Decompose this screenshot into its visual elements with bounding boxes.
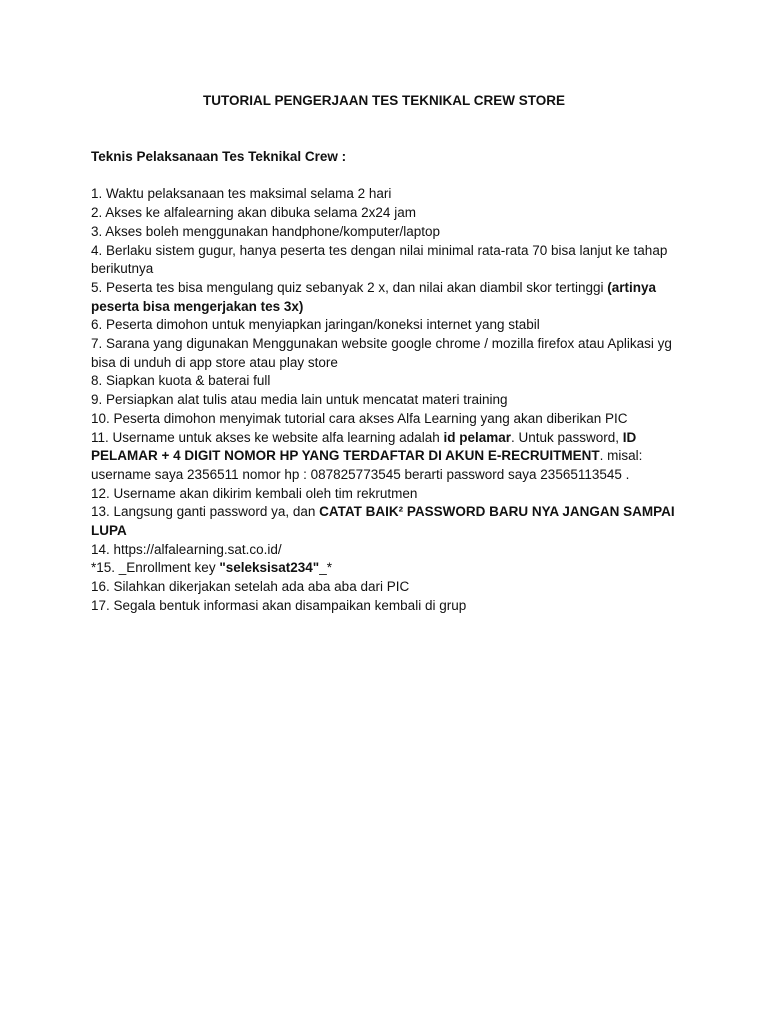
list-item	[91, 279, 681, 316]
list-item-text: 13. Langsung ganti password ya, dan	[91, 504, 320, 520]
list-item	[91, 429, 681, 485]
list-item	[91, 578, 681, 597]
list-item	[91, 372, 681, 391]
list-item	[91, 559, 681, 578]
instruction-list	[91, 185, 681, 615]
list-item	[91, 242, 681, 279]
list-item	[91, 410, 681, 429]
list-item-text: _*	[319, 560, 332, 576]
list-item-text: 11. Username untuk akses ke website alfa learning adalah	[91, 429, 444, 445]
list-item-text: 14. https://alfalearning.sat.co.id/	[91, 541, 282, 557]
document-body	[91, 148, 681, 616]
document-title: TUTORIAL PENGERJAAN TES TEKNIKAL CREW STORE	[202, 93, 566, 108]
list-item-text: 16. Silahkan dikerjakan setelah ada aba aba dari PIC	[91, 579, 410, 595]
section-heading: Teknis Pelaksanaan Tes Teknikal Crew :	[91, 149, 347, 164]
list-item-bold-text: (artinya peserta bisa mengerjakan tes 3x)	[91, 279, 657, 314]
list-item-text: . misal: username saya 2356511 nomor hp : 087825773545 berarti password saya 23565113545 .	[91, 448, 643, 482]
list-item-text: 8. Siapkan kuota & baterai full	[91, 373, 271, 389]
list-item-text: 5. Peserta tes bisa mengulang quiz sebanyak 2 x, dan nilai akan diambil skor tertinggi	[91, 279, 608, 295]
list-item-bold-text: id pelamar	[443, 429, 511, 445]
list-item-text: 7. Sarana yang digunakan Menggunakan website google chrome / mozilla firefox atau Aplikasi yg bisa di unduh di app store atau play store	[91, 336, 672, 370]
list-item-text: 3. Akses boleh menggunakan handphone/komputer/laptop	[91, 223, 441, 239]
list-item	[91, 485, 681, 504]
list-item-bold-text: "seleksisat234"	[219, 560, 320, 576]
list-item	[91, 204, 681, 223]
list-item	[91, 223, 681, 242]
list-item	[91, 503, 681, 540]
list-item	[91, 316, 681, 335]
list-item	[91, 597, 681, 616]
list-item-text: 6. Peserta dimohon untuk menyiapkan jaringan/koneksi internet yang stabil	[91, 317, 540, 333]
list-item-text: 12. Username akan dikirim kembali oleh tim rekrutmen	[91, 485, 418, 501]
list-item-text: 9. Persiapkan alat tulis atau media lain untuk mencatat materi training	[91, 392, 508, 408]
list-item	[91, 391, 681, 410]
list-item-text: *15. _Enrollment key	[91, 560, 220, 576]
list-item-text: . Untuk password,	[511, 429, 623, 445]
list-item-text: 10. Peserta dimohon menyimak tutorial cara akses Alfa Learning yang akan diberikan PIC	[91, 410, 628, 426]
list-item-bold-text: CATAT BAIK² PASSWORD BARU NYA JANGAN SAMPAI LUPA	[91, 504, 675, 539]
list-item	[91, 541, 681, 560]
list-item-text: 4. Berlaku sistem gugur, hanya peserta tes dengan nilai minimal rata-rata 70 bisa lanjut ke tahap berikutnya	[91, 242, 668, 277]
list-item-text: 2. Akses ke alfalearning akan dibuka selama 2x24 jam	[91, 205, 416, 221]
list-item-text: 1. Waktu pelaksanaan tes maksimal selama 2 hari	[91, 186, 392, 202]
list-item	[91, 185, 681, 204]
list-item-text: 17. Segala bentuk informasi akan disampaikan kembali di grup	[91, 597, 467, 613]
list-item	[91, 335, 681, 372]
list-item-bold-text: ID PELAMAR + 4 DIGIT NOMOR HP YANG TERDAFTAR DI AKUN E-RECRUITMENT	[91, 429, 637, 464]
